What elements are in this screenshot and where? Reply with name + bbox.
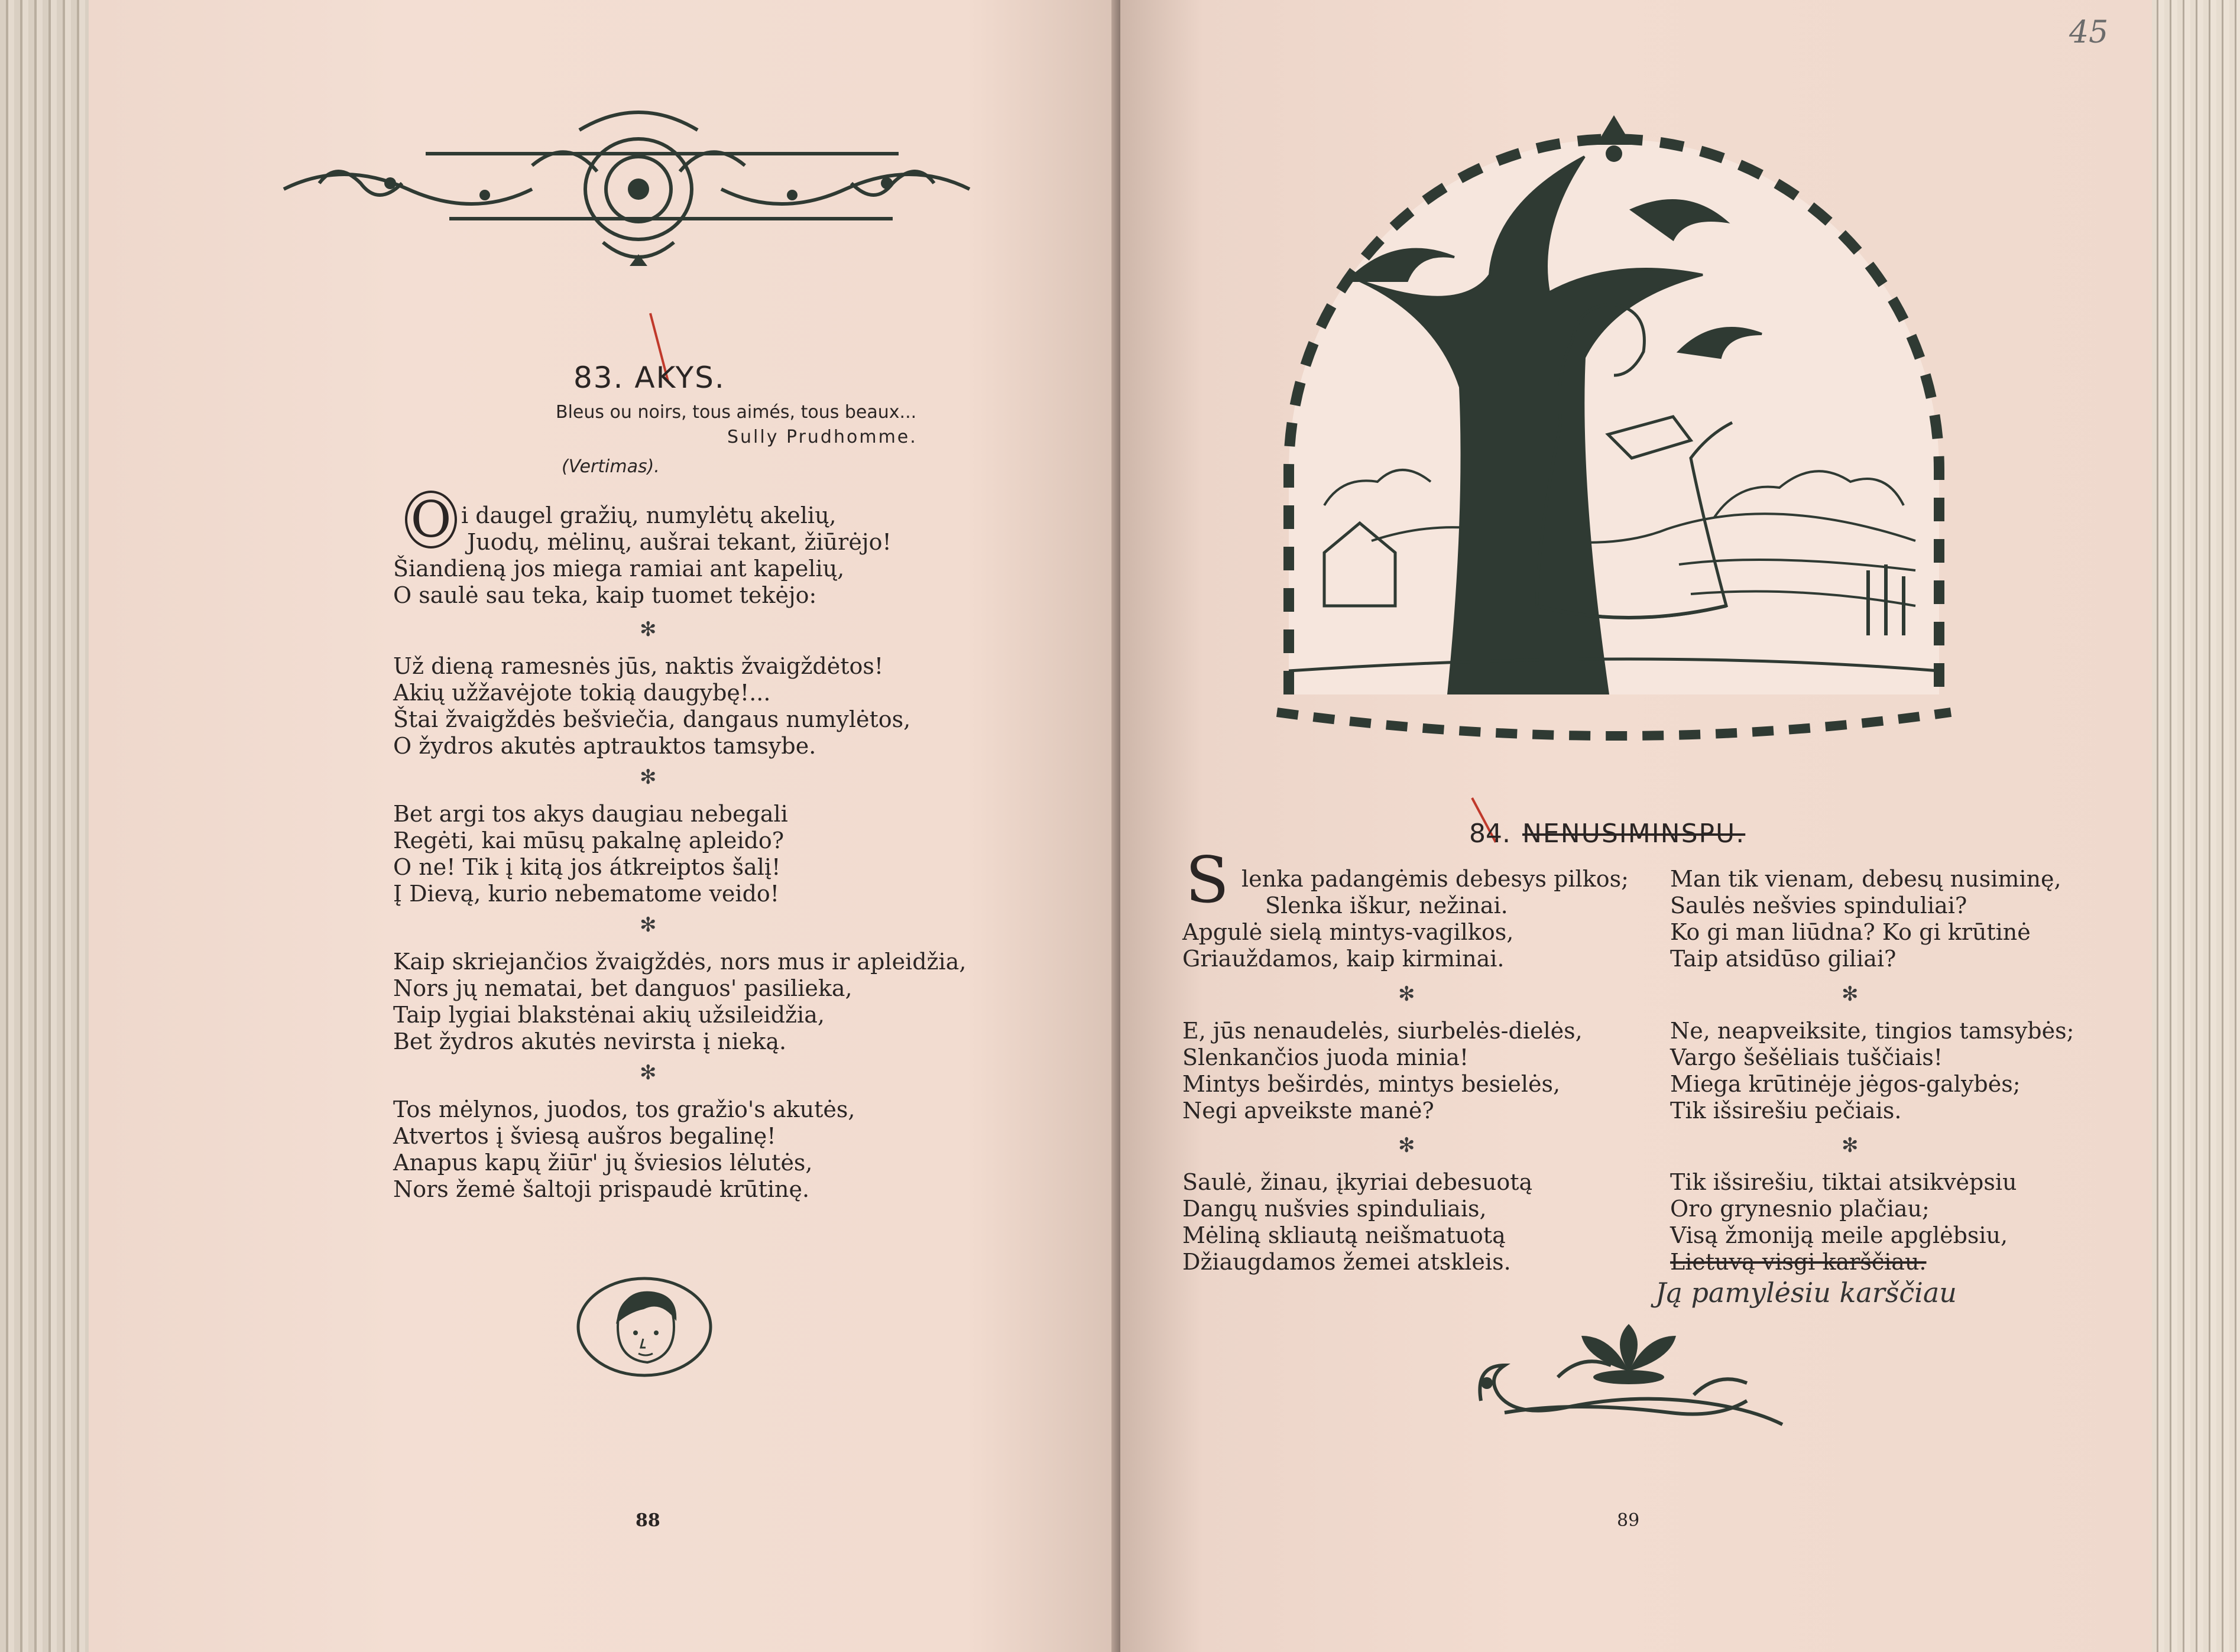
page-number: 88: [636, 1510, 660, 1531]
poem-line: Tik išsirešiu, tiktai atsikvėpsiu: [1670, 1169, 2017, 1195]
handwritten-correction: Ją pamylėsiu karščiau: [1655, 1277, 1957, 1309]
right-page: [1120, 0, 2152, 1652]
poem-line: Kaip skriejančios žvaigždės, nors mus ir apleidžia,: [393, 949, 967, 975]
stanza-separator: ✻: [640, 618, 657, 641]
poem-line: Vargo šešėliais tuščiais!: [1670, 1044, 1943, 1070]
poem-title-number: 84.: [1469, 819, 1510, 849]
epigraph-quote: Bleus ou noirs, tous aimés, tous beaux...: [556, 402, 917, 423]
poem-title: 83. AKYS.: [573, 361, 725, 395]
stanza-separator: ✻: [1842, 982, 1859, 1006]
poem-line: Tik išsirešiu pečiais.: [1670, 1098, 1902, 1124]
portrait-vignette: [573, 1274, 715, 1380]
poem-line: Akių užžavėjote tokią daugybę!...: [393, 680, 771, 706]
lotus-ornament: [1469, 1312, 1788, 1436]
poem-line: O ne! Tik į kitą jos átkreiptos šalį!: [393, 854, 781, 880]
poem-line: Bet argi tos akys daugiau nebegali: [393, 801, 788, 827]
poem-line: Regėti, kai mūsų pakalnę apleido?: [393, 827, 785, 853]
header-ornament: [272, 106, 1147, 266]
poem-line: Ne, neapveiksite, tingios tamsybės;: [1670, 1018, 2074, 1044]
poem-line: Mėliną skliautą neišmatuotą: [1182, 1222, 1506, 1248]
drop-cap: O: [405, 491, 457, 548]
stanza-separator: ✻: [640, 765, 657, 789]
poem-line: Šiandieną jos miega ramiai ant kapelių,: [393, 556, 845, 582]
poem-line: Slenka iškur, nežinai.: [1265, 892, 1508, 919]
poem-line: Už dieną ramesnės jūs, naktis žvaigždėtos!: [393, 653, 884, 679]
poem-line: Negi apveikste manė?: [1182, 1098, 1434, 1124]
poem-line: Mintys beširdės, mintys besielės,: [1182, 1071, 1561, 1097]
poem-line: i daugel gražių, numylėtų akelių,: [461, 502, 837, 528]
poem-line: E, jūs nenaudelės, siurbelės-dielės,: [1182, 1018, 1583, 1044]
page-number: 89: [1617, 1510, 1640, 1531]
poem-line-struck: Lietuvą visgi karščiau.: [1670, 1249, 1927, 1275]
epigraph-author: Sully Prudhomme.: [727, 427, 918, 447]
poem-line: O žydros akutės aptrauktos tamsybe.: [393, 733, 816, 759]
poem-line: Nors žemė šaltoji prispaudė krūtinę.: [393, 1176, 810, 1202]
poem-line: Į Dievą, kurio nebematome veido!: [393, 881, 780, 907]
stanza-separator: ✻: [1842, 1134, 1859, 1157]
poem-line: Visą žmoniją meile apglėbsiu,: [1670, 1222, 2008, 1248]
page-edges-right: [2151, 0, 2240, 1652]
poem-line: Ko gi man liūdna? Ko gi krūtinė: [1670, 919, 2031, 945]
poem-line: Nors jų nematai, bet danguos' pasilieka,: [393, 975, 852, 1001]
poem-line: O saulė sau teka, kaip tuomet tekėjo:: [393, 582, 817, 608]
poem-line: Slenkančios juoda minia!: [1182, 1044, 1469, 1070]
poem-line: Dangų nušvies spinduliais,: [1182, 1196, 1487, 1222]
left-page: [89, 0, 1120, 1652]
poem-line: Saulė, žinau, įkyriai debesuotą: [1182, 1169, 1533, 1195]
illustration-girl-under-tree: [1253, 103, 1975, 768]
poem-line: Atvertos į šviesą aušros begalinę!: [393, 1123, 776, 1149]
poem-line: Miega krūtinėje jėgos-galybės;: [1670, 1071, 2021, 1097]
poem-line: Taip lygiai blakstėnai akių užsileidžia,: [393, 1002, 825, 1028]
poem-line: Griauždamos, kaip kirminai.: [1182, 946, 1505, 972]
stanza-separator: ✻: [1398, 982, 1415, 1006]
drop-cap: S: [1185, 843, 1229, 917]
poem-line: Saulės nešvies spinduliai?: [1670, 892, 1967, 919]
poem-line: Anapus kapų žiūr' jų šviesios lėlutės,: [393, 1150, 813, 1176]
corner-page-mark: 45: [2069, 15, 2109, 50]
translation-note: (Vertimas).: [562, 456, 660, 477]
poem-line: Štai žvaigždės bešviečia, dangaus numylėtos,: [393, 706, 911, 732]
stanza-separator: ✻: [640, 913, 657, 937]
stanza-separator: ✻: [640, 1061, 657, 1085]
poem-line: Tos mėlynos, juodos, tos gražio's akutės,: [393, 1096, 855, 1122]
stanza-separator: ✻: [1398, 1134, 1415, 1157]
poem-line: lenka padangėmis debesys pilkos;: [1241, 866, 1629, 892]
poem-line: Man tik vienam, debesų nusiminę,: [1670, 866, 2061, 892]
poem-line: Džiaugdamos žemei atskleis.: [1182, 1249, 1511, 1275]
poem-line: Juodų, mėlinų, aušrai tekant, žiūrėjo!: [467, 529, 892, 555]
poem-title-struck: NENUSIMINSPU.: [1522, 819, 1746, 849]
poem-line: Taip atsidūso giliai?: [1670, 946, 1897, 972]
poem-line: Oro grynesnio plačiau;: [1670, 1196, 1930, 1222]
poem-line: Bet žydros akutės nevirsta į nieką.: [393, 1028, 787, 1054]
poem-line: Apgulė sielą mintys-vagilkos,: [1182, 919, 1514, 945]
